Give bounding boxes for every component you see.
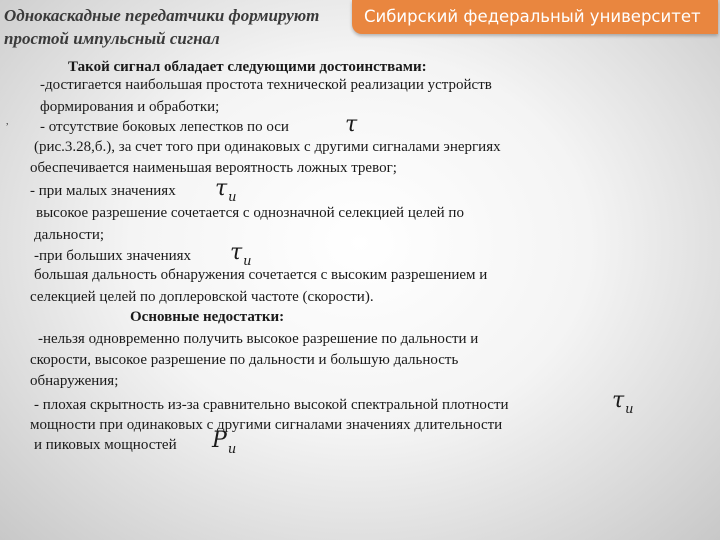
- title-line-1: Однокаскадные передатчики формируют: [4, 6, 320, 25]
- tau-i-symbol: [215, 176, 237, 205]
- tau-glyph: τ: [612, 388, 625, 413]
- text-line: большая дальность обнаружения сочетается с высоким разрешением и: [34, 267, 488, 283]
- advantages-heading: Такой сигнал обладает следующими достоинствами:: [68, 59, 427, 75]
- text-line: обеспечивается наименьшая вероятность ложных тревог;: [30, 160, 397, 176]
- stray-mark: ,: [6, 116, 9, 127]
- p-i-symbol: [212, 428, 237, 457]
- text-line: дальности;: [34, 227, 105, 243]
- text-line: (рис.3.28,б.), за счет того при одинаковых с другими сигналами энергиях: [34, 139, 501, 155]
- tau-subscript: и: [228, 190, 237, 205]
- tau-subscript: и: [243, 254, 252, 269]
- text-line: селекцией целей по доплеровской частоте (скорости).: [30, 289, 374, 305]
- university-badge: Сибирский федеральный университет: [352, 0, 718, 34]
- tau-subscript: и: [625, 402, 634, 417]
- text-line: - при малых значениях: [30, 183, 176, 199]
- text-line: мощности при одинаковых с другими сигналами значениях длительности: [30, 417, 503, 433]
- disadvantages-heading: Основные недостатки:: [130, 309, 285, 325]
- tau-glyph: τ: [215, 176, 228, 201]
- p-subscript: и: [227, 442, 237, 457]
- text-line: -нельзя одновременно получить высокое разрешение по дальности и: [38, 331, 479, 347]
- text-line: скорости, высокое разрешение по дальности и большую дальность: [30, 352, 459, 368]
- p-glyph: P: [212, 428, 227, 453]
- text-line: и пиковых мощностей: [34, 437, 177, 453]
- slide-title: [4, 4, 319, 50]
- tau-glyph: τ: [345, 112, 358, 137]
- text-line: - отсутствие боковых лепестков по оси: [40, 119, 289, 135]
- title-line-2: простой импульсный сигнал: [4, 29, 220, 48]
- tau-symbol: [345, 112, 357, 137]
- text-line: формирования и обработки;: [40, 99, 220, 115]
- text-line: - плохая скрытность из-за сравнительно высокой спектральной плотности: [34, 397, 509, 413]
- text-line: -достигается наибольшая простота технической реализации устройств: [40, 77, 492, 93]
- text-line: высокое разрешение сочетается с однозначной селекцией целей по: [36, 205, 464, 221]
- tau-glyph: τ: [230, 240, 243, 265]
- tau-i-symbol: [612, 388, 634, 417]
- text-line: -при больших значениях: [34, 248, 192, 264]
- text-line: обнаружения;: [30, 373, 119, 389]
- tau-i-symbol: [230, 240, 252, 269]
